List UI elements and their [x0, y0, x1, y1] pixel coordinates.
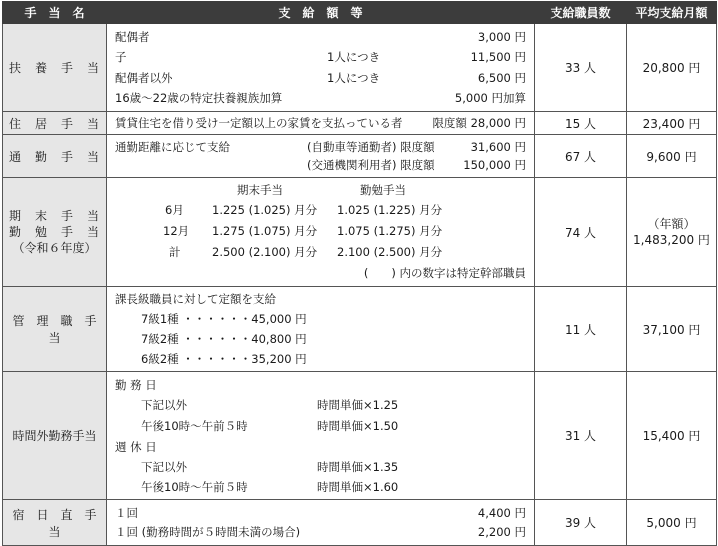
kimatsu-header-1: 期末手当	[237, 183, 283, 197]
jikangai-a4: 午後10時～午前５時	[141, 480, 248, 494]
fuyou-label-1: 配偶者	[115, 30, 150, 44]
shukuchoku-label-2: １回 (勤務時間が５時間未満の場合)	[115, 525, 301, 539]
header-name: 手 当 名	[3, 2, 107, 24]
kimatsu-count: 74 人	[535, 178, 627, 287]
kimatsu-avg-value: 1,483,200 円	[633, 233, 710, 247]
fuyou-label-3: 配偶者以外	[115, 71, 173, 85]
jikangai-a2: 午後10時～午前５時	[141, 419, 248, 433]
kimatsu-row-2-a: 1.275 (1.075) 月分	[212, 224, 318, 238]
kimatsu-row-3-a: 2.500 (2.100) 月分	[212, 245, 318, 259]
fuyou-value-2: 11,500 円	[470, 50, 526, 64]
tsukin-avg: 9,600 円	[627, 135, 717, 178]
kimatsu-row-2-label: 12月	[163, 224, 190, 238]
kanri-label-4: 6級2種 ・・・・・・35,200 円	[141, 352, 307, 366]
fuyou-label-4: 16歳～22歳の特定扶養親族加算	[115, 91, 283, 105]
kimatsu-name-3: （令和６年度）	[12, 241, 97, 255]
jukyo-count: 15 人	[535, 112, 627, 135]
tsukin-mid-2: (交通機関利用者) 限度額	[307, 158, 435, 172]
jikangai-b3: 時間単価×1.35	[317, 460, 399, 474]
kimatsu-name	[3, 178, 107, 287]
shukuchoku-avg: 5,000 円	[627, 500, 717, 546]
fuyou-label-2: 子	[115, 50, 127, 64]
fuyou-value-1: 3,000 円	[477, 30, 526, 44]
kanri-label-2: 7級1種 ・・・・・・45,000 円	[141, 312, 307, 326]
jukyo-value-1: 限度額 28,000 円	[432, 116, 526, 130]
kimatsu-name-2: 勤 勉 手 当	[8, 225, 100, 239]
tsukin-mid-1: (自動車等通勤者) 限度額	[307, 140, 435, 154]
jukyo-label-1: 賃貸住宅を借り受け一定額以上の家賃を支払っている者	[115, 116, 403, 130]
fuyou-count: 33 人	[535, 24, 627, 112]
shukuchoku-value-1: 4,400 円	[477, 506, 526, 520]
kimatsu-row-3-label: 計	[169, 245, 181, 259]
table-row-shukuchoku	[3, 500, 717, 546]
jikangai-b4: 時間単価×1.60	[317, 480, 399, 494]
shukuchoku-name: 宿 日 直 手 当	[3, 500, 107, 546]
kimatsu-name-1: 期 末 手 当	[8, 209, 100, 223]
shukuchoku-value-2: 2,200 円	[477, 525, 526, 539]
fuyou-value-3: 6,500 円	[477, 71, 526, 85]
jikangai-a3: 下記以外	[141, 460, 187, 474]
kimatsu-header-2: 勤勉手当	[360, 183, 406, 197]
header-count: 支給職員数	[535, 2, 627, 24]
fuyou-mid-3: 1人につき	[327, 71, 381, 85]
table-row-jukyo	[3, 112, 717, 135]
kimatsu-desc	[107, 178, 535, 287]
jikangai-b2: 時間単価×1.50	[317, 419, 399, 433]
jikangai-day-2: 週 休 日	[115, 440, 157, 454]
kanri-desc	[107, 287, 535, 372]
table-row-kimatsu	[3, 178, 717, 287]
allowance-table	[2, 1, 717, 546]
table-row-kanri	[3, 287, 717, 372]
jukyo-name: 住 居 手 当	[3, 112, 107, 135]
kimatsu-avg	[627, 178, 717, 287]
table-row-fuyou	[3, 24, 717, 112]
kimatsu-row-1-label: 6月	[165, 203, 184, 217]
jikangai-avg: 15,400 円	[627, 372, 717, 500]
shukuchoku-desc	[107, 500, 535, 546]
fuyou-mid-2: 1人につき	[327, 50, 381, 64]
header-row	[3, 2, 717, 24]
jikangai-b1: 時間単価×1.25	[317, 398, 399, 412]
table-row-tsukin	[3, 135, 717, 178]
tsukin-value-1: 31,600 円	[470, 140, 526, 154]
jikangai-day-1: 勤 務 日	[115, 378, 157, 392]
jikangai-a1: 下記以外	[141, 398, 187, 412]
jukyo-desc	[107, 112, 535, 135]
kanri-label-3: 7級2種 ・・・・・・40,800 円	[141, 332, 307, 346]
fuyou-name: 扶 養 手 当	[3, 24, 107, 112]
tsukin-count: 67 人	[535, 135, 627, 178]
fuyou-value-4: 5,000 円加算	[454, 91, 526, 105]
jikangai-count: 31 人	[535, 372, 627, 500]
tsukin-value-2: 150,000 円	[463, 158, 526, 172]
kimatsu-row-1-a: 1.225 (1.025) 月分	[212, 203, 318, 217]
kimatsu-note: ( ) 内の数字は特定幹部職員	[363, 266, 526, 280]
kimatsu-avg-label: （年額）	[647, 217, 696, 231]
fuyou-desc	[107, 24, 535, 112]
jikangai-desc	[107, 372, 535, 500]
fuyou-avg: 20,800 円	[627, 24, 717, 112]
kanri-count: 11 人	[535, 287, 627, 372]
tsukin-label-1: 通勤距離に応じて支給	[115, 140, 230, 154]
jikangai-name: 時間外勤務手当	[3, 372, 107, 500]
kanri-avg: 37,100 円	[627, 287, 717, 372]
kimatsu-row-1-b: 1.025 (1.225) 月分	[337, 203, 443, 217]
table-row-jikangai	[3, 372, 717, 500]
kimatsu-row-3-b: 2.100 (2.500) 月分	[337, 245, 443, 259]
kimatsu-row-2-b: 1.075 (1.275) 月分	[337, 224, 443, 238]
header-avg: 平均支給月額	[627, 2, 717, 24]
kanri-label-1: 課長級職員に対して定額を支給	[115, 292, 276, 306]
shukuchoku-count: 39 人	[535, 500, 627, 546]
shukuchoku-label-1: １回	[115, 506, 138, 520]
jukyo-avg: 23,400 円	[627, 112, 717, 135]
tsukin-desc	[107, 135, 535, 178]
header-desc: 支 給 額 等	[107, 2, 535, 24]
kanri-name: 管 理 職 手 当	[3, 287, 107, 372]
tsukin-name: 通 勤 手 当	[3, 135, 107, 178]
